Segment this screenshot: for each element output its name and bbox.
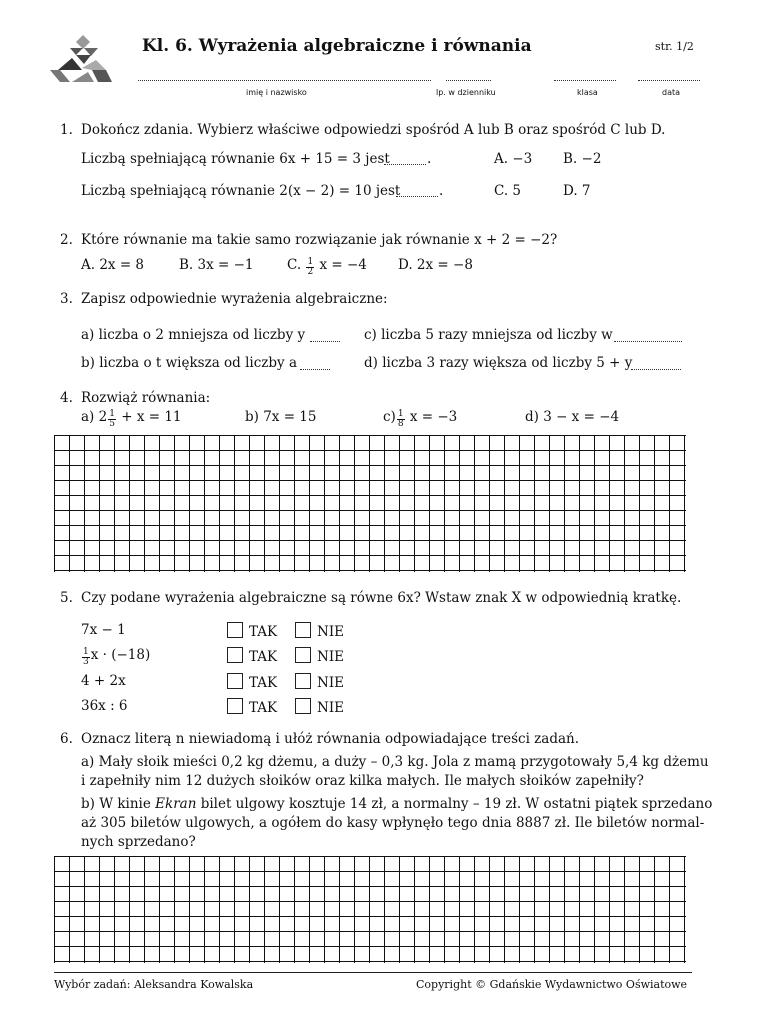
q3-answer-c[interactable] [614, 341, 682, 342]
footer-copyright: Copyright © Gdańskie Wydawnictwo Oświatowe [416, 978, 688, 991]
footer-author: Wybór zadań: Aleksandra Kowalska [54, 978, 254, 991]
q5-row4-yes[interactable]: TAK [227, 698, 277, 716]
q1-number: 1. [60, 122, 73, 138]
q1-line2-period: . [439, 183, 444, 199]
q1-line2-answer[interactable] [396, 196, 438, 197]
checkbox[interactable] [295, 698, 311, 714]
q1-line1-text: Liczbą spełniającą równanie 6x + 15 = 3 jest [81, 151, 390, 167]
date-field[interactable] [638, 80, 700, 81]
q3-answer-d[interactable] [631, 369, 681, 370]
q2-option-b[interactable]: B. 3x = −1 [179, 257, 254, 273]
q2-option-c[interactable] [287, 257, 367, 277]
q5-row3-yes[interactable]: TAK [227, 673, 277, 691]
checkbox[interactable] [295, 622, 311, 638]
checkbox[interactable] [227, 647, 243, 663]
q4-equation-c: c) $\frac{1}{8}$ x = −3 [383, 409, 458, 429]
q6-task-b-line3: nych sprzedano? [81, 834, 196, 850]
q5-row2-no[interactable]: NIE [295, 647, 344, 665]
q1-option-b[interactable]: B. −2 [563, 151, 602, 167]
q5-expr-2: $\frac{1}{3}$ x · (−18) [83, 647, 151, 667]
q5-row2-yes[interactable]: TAK [227, 647, 277, 665]
date-label: data [662, 88, 681, 97]
q6-task-a-line2: i zapełniły nim 12 dużych słoików oraz kilka małych. Ile małych słoików zapełniły? [81, 773, 644, 789]
q3-prompt: Zapisz odpowiednie wyrażenia algebraiczne: [81, 291, 388, 307]
q3-item-b: b) liczba o t większa od liczby a [81, 355, 298, 371]
footer-rule [54, 972, 692, 973]
q3-item-c: c) liczba 5 razy mniejsza od liczby w [364, 327, 613, 343]
q5-row4-no[interactable]: NIE [295, 698, 344, 716]
checkbox[interactable] [295, 673, 311, 689]
name-field[interactable] [138, 80, 431, 81]
q6-answer-grid[interactable] [54, 856, 686, 963]
q3-answer-b[interactable] [300, 369, 330, 370]
q4-prompt: Rozwiąż równania: [81, 390, 211, 406]
q3-answer-a[interactable] [310, 341, 340, 342]
q5-expr-3: 4 + 2x [81, 673, 126, 689]
name-field-label: imię i nazwisko [246, 88, 307, 97]
q5-row1-no[interactable]: NIE [295, 622, 344, 640]
checkbox[interactable] [227, 622, 243, 638]
q3-item-d: d) liczba 3 razy większa od liczby 5 + y [364, 355, 633, 371]
page-number: str. 1/2 [655, 40, 694, 53]
q2-option-c-expr: x = −4 [319, 257, 367, 273]
q2-number: 2. [60, 232, 73, 248]
checkbox[interactable] [227, 698, 243, 714]
q4-number: 4. [60, 390, 73, 406]
q5-expr-1: 7x − 1 [81, 622, 126, 638]
q2-option-c-label: C. [287, 257, 302, 273]
q5-row3-no[interactable]: NIE [295, 673, 344, 691]
q6-task-b-line2: aż 305 biletów ulgowych, a ogółem do kasy wpłynęło tego dnia 8887 zł. Ile biletów normal- [81, 815, 705, 831]
register-number-field[interactable] [446, 80, 491, 81]
q1-option-d[interactable]: D. 7 [563, 183, 591, 199]
register-number-label: lp. w dzienniku [436, 88, 496, 97]
q6-task-a-line1: a) Mały słoik mieści 0,2 kg dżemu, a duży – 0,3 kg. Jola z mamą przygotowały 5,4 kg dżemu [81, 754, 709, 770]
q1-prompt: Dokończ zdania. Wybierz właściwe odpowiedzi spośród A lub B oraz spośród C lub D. [81, 122, 666, 138]
q1-line2-text: Liczbą spełniającą równanie 2(x − 2) = 10 jest [81, 183, 401, 199]
q1-option-c[interactable]: C. 5 [494, 183, 522, 199]
publisher-logo [48, 30, 118, 90]
q6-task-b-line1: b) W kinie Ekran bilet ulgowy kosztuje 14 zł, a normalny – 19 zł. W ostatni piątek sprzedano [81, 796, 713, 812]
q3-item-a: a) liczba o 2 mniejsza od liczby y [81, 327, 306, 343]
page-title: Kl. 6. Wyrażenia algebraiczne i równania [142, 36, 532, 56]
q2-option-d[interactable]: D. 2x = −8 [398, 257, 473, 273]
q5-number: 5. [60, 590, 73, 606]
q5-prompt: Czy podane wyrażenia algebraiczne są równe 6x? Wstaw znak X w odpowiednią kratkę. [81, 590, 682, 606]
q1-line1-answer[interactable] [384, 164, 426, 165]
q1-option-a[interactable]: A. −3 [494, 151, 533, 167]
q2-prompt: Które równanie ma takie samo rozwiązanie jak równanie x + 2 = −2? [81, 232, 558, 248]
checkbox[interactable] [295, 647, 311, 663]
q2-option-a[interactable]: A. 2x = 8 [81, 257, 145, 273]
q5-expr-4: 36x : 6 [81, 698, 128, 714]
q3-number: 3. [60, 291, 73, 307]
q1-line1-period: . [427, 151, 432, 167]
q5-row1-yes[interactable]: TAK [227, 622, 277, 640]
q4-equation-b: b) 7x = 15 [245, 409, 317, 425]
checkbox[interactable] [227, 673, 243, 689]
q6-number: 6. [60, 731, 73, 747]
q4-equation-a: a) 2 $\frac{1}{5}$ + x = 11 [81, 409, 182, 429]
q6-prompt: Oznacz literą n niewiadomą i ułóż równania odpowiadające treści zadań. [81, 731, 580, 747]
class-field[interactable] [554, 80, 616, 81]
q2-option-c-fraction: $\frac{1}{2}$ [307, 257, 314, 277]
q4-answer-grid[interactable] [54, 435, 686, 572]
q4-equation-d: d) 3 − x = −4 [525, 409, 620, 425]
class-label: klasa [577, 88, 598, 97]
